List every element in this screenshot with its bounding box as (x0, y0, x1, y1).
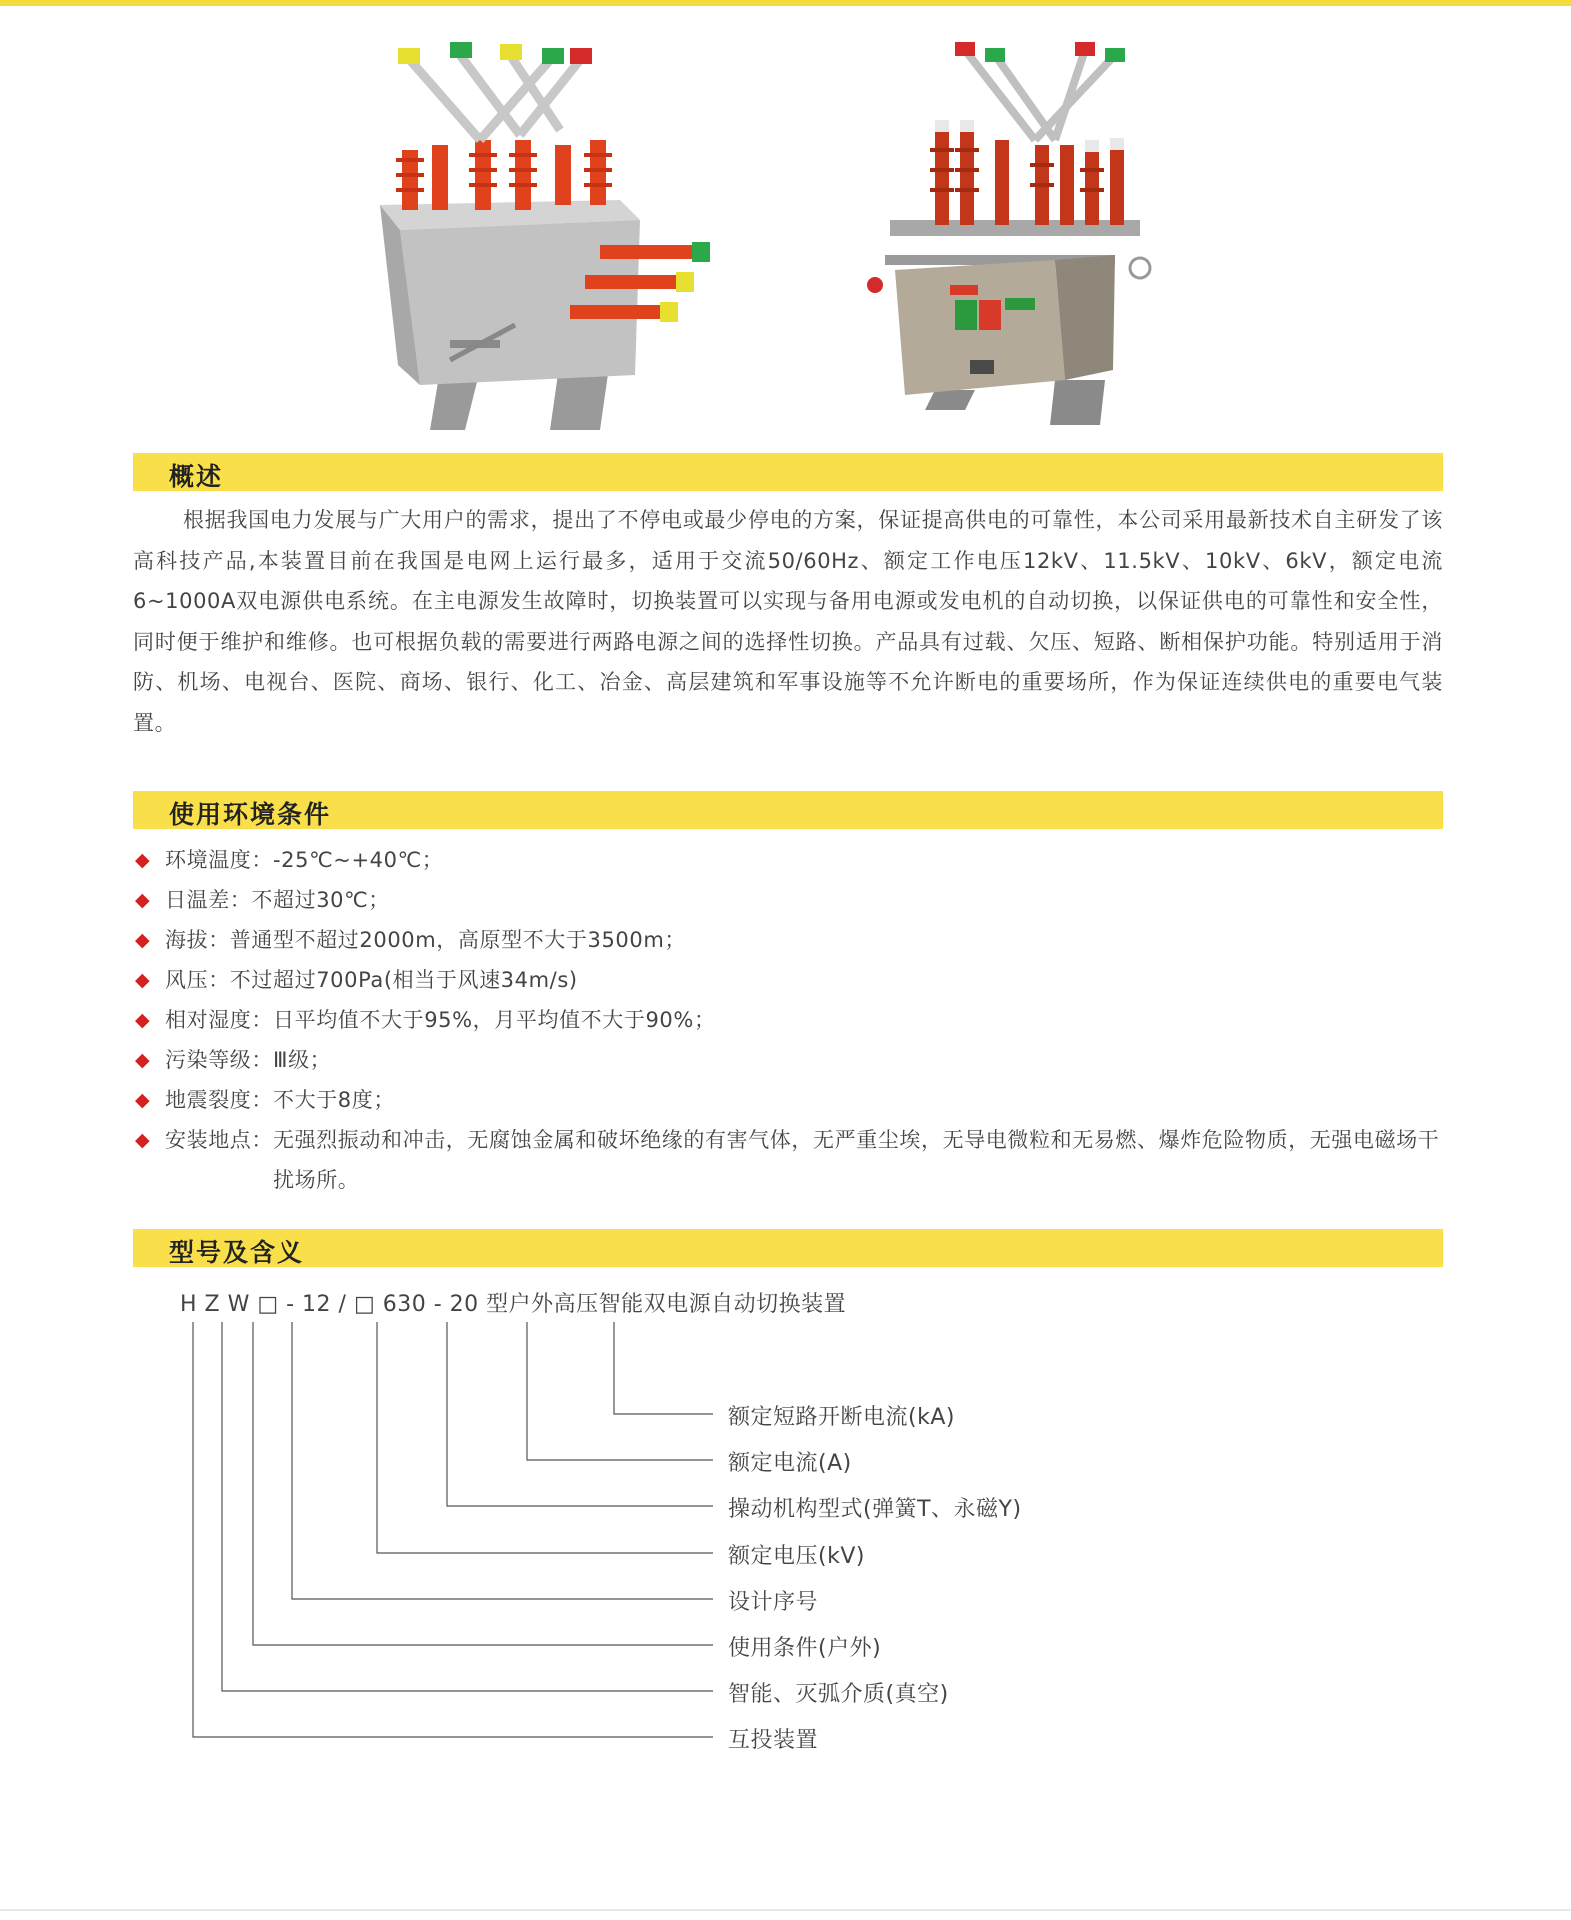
diamond-bullet-icon: ◆ (135, 929, 151, 951)
diamond-bullet-icon: ◆ (135, 849, 151, 871)
diamond-bullet-icon: ◆ (135, 889, 151, 911)
overview-paragraph: 根据我国电力发展与广大用户的需求，提出了不停电或最少停电的方案，保证提高供电的可靠性，本公司采用最新技术自主研发了该高科技产品,本装置目前在我国是电网上运行最多，适用于交流50/60Hz、额定工作电压12kV、11.5kV、10kV、6kV，额定电流6~1000A双电源供电系统。在主电源发生故障时，切换装置可以实现与备用电源或发电机的自动切换，以保证供电的可靠性和安全性，同时便于维护和维修。也可根据负载的需要进行两路电源之间的选择性切换。产品具有过载、欠压、短路、断相保护功能。特别适用于消防、机场、电视台、医院、商场、银行、化工、冶金、高层建筑和军事设施等不允许断电的重要场所，作为保证连续供电的重要电气装置。 (133, 508, 1443, 735)
diamond-bullet-icon: ◆ (135, 1089, 151, 1111)
model-label-transfer-device: 互投装置 (728, 1728, 819, 1753)
model-label-usage-condition: 使用条件(户外) (728, 1636, 882, 1661)
diamond-bullet-icon: ◆ (135, 969, 151, 991)
model-label-arc-medium: 智能、灭弧介质(真空) (728, 1682, 949, 1707)
model-code: H Z W □ - 12 / □ 630 - 20 型户外高压智能双电源自动切换装置 (180, 1292, 847, 1317)
list-item: ◆ 环境温度：-25℃~+40℃； (133, 840, 1443, 880)
diamond-bullet-icon: ◆ (135, 1009, 151, 1031)
diamond-bullet-icon: ◆ (135, 1049, 151, 1071)
model-label-rated-voltage: 额定电压(kV) (728, 1544, 865, 1569)
list-item: ◆ 风压：不过超过700Pa(相当于风速34m/s) (133, 960, 1443, 1000)
section-title-model: 型号及含义 (169, 1238, 305, 1267)
section-title-overview: 概述 (169, 462, 224, 491)
section-title-environment: 使用环境条件 (169, 800, 332, 829)
model-label-rated-current: 额定电流(A) (728, 1451, 852, 1476)
bottom-divider (0, 1909, 1571, 1911)
model-label-design-number: 设计序号 (728, 1590, 819, 1615)
model-label-mechanism-type: 操动机构型式(弹簧T、永磁Y) (728, 1497, 1022, 1522)
list-item: ◆ 日温差：不超过30℃； (133, 880, 1443, 920)
model-label-short-circuit-current: 额定短路开断电流(kA) (728, 1405, 955, 1430)
list-item: ◆ 地震裂度：不大于8度； (133, 1080, 1443, 1120)
list-item-install-location: ◆ 安装地点： 无强烈振动和冲击，无腐蚀金属和破坏绝缘的有害气体，无严重尘埃，无导电微粒和无易燃、爆炸危险物质，无强电磁场干扰场所。 (133, 1120, 1443, 1200)
diamond-bullet-icon: ◆ (135, 1129, 151, 1151)
list-item: ◆ 海拔：普通型不超过2000m，高原型不大于3500m； (133, 920, 1443, 960)
list-item: ◆ 相对湿度：日平均值不大于95%，月平均值不大于90%； (133, 1000, 1443, 1040)
list-item: ◆ 污染等级：Ⅲ级； (133, 1040, 1443, 1080)
